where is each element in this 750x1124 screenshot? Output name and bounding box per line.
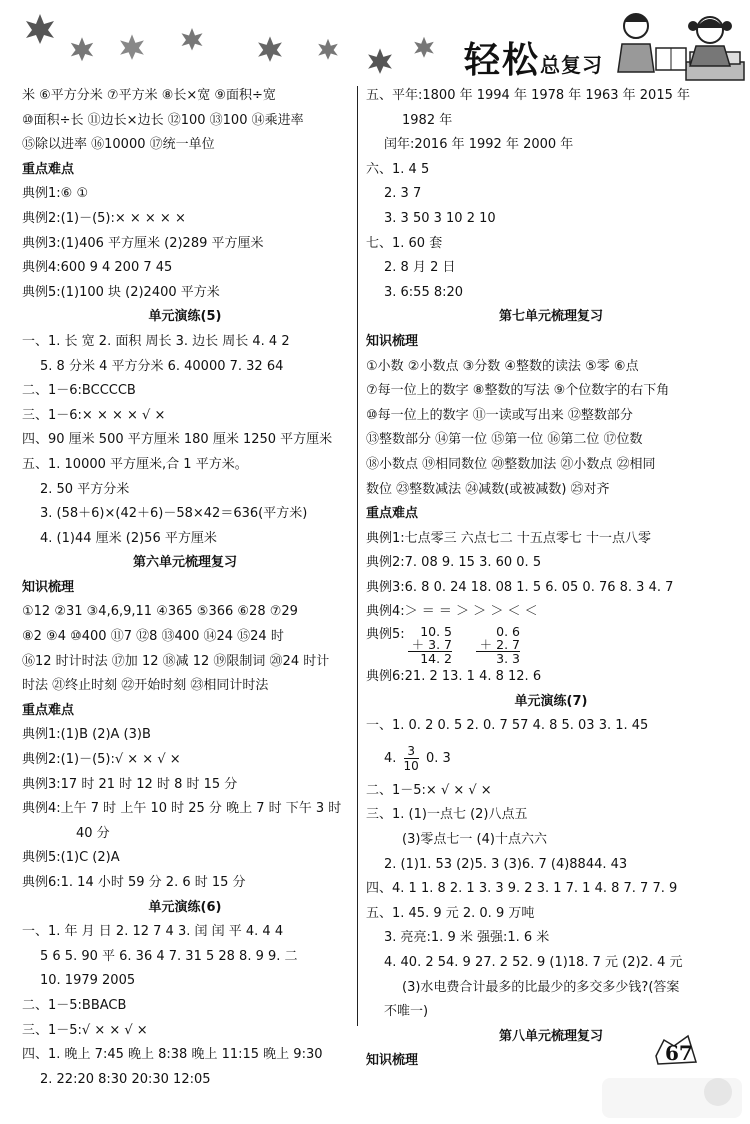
answer-line: 典例2:(1)－(5):× × × × × (22, 210, 186, 226)
answer-line: (3)零点七一 (4)十点六六 (402, 832, 547, 848)
answer-line: ⑬整数部分 ⑭第一位 ⑮第一位 ⑯第二位 ⑰位数 (366, 432, 643, 448)
answer-line: 数位 ㉓整数减法 ㉔减数(或被减数) ㉕对齐 (366, 481, 610, 497)
maple-leaf-icon (318, 39, 338, 60)
answer-line: 一、1. 年 月 日 2. 12 7 4 3. 闰 闰 平 4. 4 4 (22, 924, 284, 940)
answer-line: 5 6 5. 90 平 6. 36 4 7. 31 5 28 8. 9 9. 二 (40, 948, 298, 964)
answer-line: 典例2:7. 08 9. 15 3. 60 0. 5 (366, 555, 542, 571)
section-heading: 知识梳理 (366, 1053, 419, 1069)
addend: 10. 5 (420, 624, 452, 640)
example-5-label: 典例5: (366, 627, 405, 643)
brand-title (464, 32, 603, 82)
page-header (0, 0, 750, 86)
answer-line: 40 分 (76, 825, 110, 841)
column-divider (357, 86, 358, 1026)
addend: 0. 6 (496, 624, 520, 640)
answer-line: 时法 ㉑终止时刻 ㉒开始时刻 ㉓相同计时法 (22, 678, 269, 694)
right-block-2 (366, 665, 736, 739)
section-heading: 知识梳理 (22, 579, 75, 595)
answer-line: 10. 1979 2005 (40, 973, 136, 989)
answer-line: 五、1. 45. 9 元 2. 0. 9 万吨 (366, 905, 535, 921)
answer-line: ①小数 ②小数点 ③分数 ④整数的读法 ⑤零 ⑥点 (366, 358, 639, 374)
vertical-sum-a (408, 625, 452, 665)
section-heading: 知识梳理 (366, 333, 419, 349)
answer-line: 四、90 厘米 500 平方厘米 180 厘米 1250 平方厘米 (22, 432, 333, 448)
answer-line: ⑦每一位上的数字 ⑧整数的写法 ⑨个位数字的右下角 (366, 383, 670, 399)
answer-line: 典例1:⑥ ① (22, 186, 89, 202)
answer-line: 3. 6:55 8:20 (384, 284, 464, 300)
answer-line: 3. 3 50 3 10 2 10 (384, 210, 496, 226)
answer-line: 典例3:6. 8 0. 24 18. 08 1. 5 6. 05 0. 76 8. 3 4. 7 (366, 579, 674, 595)
brand-title-sub: 总复习 (540, 53, 604, 77)
addend: ＋ 3. 7 (411, 637, 452, 653)
addend: ＋ 2. 7 (479, 637, 520, 653)
fraction-line-value: 0. 3 (425, 750, 451, 766)
answer-line: 二、1－5:BBACB (22, 997, 127, 1013)
maple-leaf-icon (368, 48, 392, 74)
answer-line: 四、1. 晚上 7:45 晚上 8:38 晚上 11:15 晚上 9:30 (22, 1047, 323, 1063)
right-column (366, 84, 736, 1074)
answer-line: 2. 8 月 2 日 (384, 260, 456, 276)
sum: 14. 2 (408, 651, 452, 665)
answer-line: 三、1－5:√ × × √ × (22, 1022, 148, 1038)
answer-line: 2. 50 平方分米 (40, 481, 130, 497)
brand-title-main: 轻松 (464, 39, 541, 81)
answer-line: 2. 3 7 (384, 186, 422, 202)
unit-title: 单元演练(5) (148, 309, 222, 325)
cartoon-kids-reading-icon (606, 8, 748, 84)
answer-line: ⑩面积÷长 ⑪边长×边长 ⑫100 ⑬100 ⑭乘进率 (22, 112, 304, 128)
answer-line: 典例5:(1)100 块 (2)2400 平方米 (22, 284, 220, 300)
maple-leaf-icon (182, 28, 203, 51)
watermark-icon (596, 1072, 750, 1124)
answer-line: 2. 22:20 8:30 20:30 12:05 (40, 1071, 211, 1087)
answer-line: ⑱小数点 ⑲相同数位 ⑳整数加法 ㉑小数点 ㉒相同 (366, 456, 656, 472)
answer-line: ⑮除以进率 ⑯10000 ⑰统一单位 (22, 137, 215, 153)
answer-line: 4. 40. 2 54. 9 27. 2 52. 9 (1)18. 7 元 (2)2. 4 元 (384, 955, 683, 970)
vertical-sum-b (476, 625, 520, 665)
answer-line: 二、1－6:BCCCCB (22, 383, 136, 399)
unit-title: 单元演练(7) (514, 693, 588, 709)
answer-line: 五、平年:1800 年 1994 年 1978 年 1963 年 2015 年 (366, 88, 690, 103)
maple-leaf-icon (71, 37, 93, 61)
maple-leaf-icon (258, 36, 282, 62)
page-number-badge (652, 1032, 700, 1068)
answer-line: 三、1－6:× × × × √ × (22, 407, 166, 423)
unit-title: 第六单元梳理复习 (132, 555, 237, 571)
maple-leaf-icon (120, 34, 144, 60)
answer-line: 典例6:21. 2 13. 1 4. 8 12. 6 (366, 669, 542, 685)
right-block-1 (366, 84, 736, 625)
answer-line: 六、1. 4 5 (366, 161, 430, 177)
page-number: 67 (665, 1041, 693, 1065)
answer-line: 3. (58＋6)×(42＋6)－58×42＝636(平方米) (40, 506, 308, 522)
answer-line: 4. (1)44 厘米 (2)56 平方厘米 (40, 530, 217, 546)
answer-line: 二、1－5:× √ × √ × (366, 782, 492, 798)
answer-line: 七、1. 60 套 (366, 235, 443, 251)
answer-line: 三、1. (1)一点七 (2)八点五 (366, 807, 528, 823)
fraction-line (366, 739, 736, 779)
unit-title: 第八单元梳理复习 (498, 1028, 603, 1044)
answer-line: 3. 亮亮:1. 9 米 强强:1. 6 米 (384, 930, 550, 946)
answer-line: 典例5:(1)C (2)A (22, 850, 120, 866)
answer-line: 典例6:1. 14 小时 59 分 2. 6 时 15 分 (22, 875, 246, 890)
section-heading: 重点难点 (22, 161, 75, 177)
answer-line: 一、1. 0. 2 0. 5 2. 0. 7 57 4. 8 5. 03 3. 1. 45 (366, 718, 649, 734)
answer-line: 典例1:七点零三 六点七二 十五点零七 十一点八零 (366, 530, 652, 546)
right-block-3 (366, 779, 736, 1074)
answer-line: (3)水电费合计最多的比最少的多交多少钱?(答案 (402, 979, 680, 995)
answer-line: ①12 ②31 ③4,6,9,11 ④365 ⑤366 ⑥28 ⑦29 (22, 604, 298, 620)
fraction-numerator: 3 (404, 744, 419, 759)
answer-line: 典例1:(1)B (2)A (3)B (22, 727, 151, 743)
answer-line: 典例4:600 9 4 200 7 45 (22, 260, 173, 276)
maple-leaf-icon (414, 37, 434, 58)
answer-line: 闰年:2016 年 1992 年 2000 年 (384, 137, 574, 153)
answer-line: 1982 年 (402, 112, 453, 128)
unit-title: 单元演练(6) (148, 899, 222, 915)
answer-line: ⑧2 ⑨4 ⑩400 ⑪7 ⑫8 ⑬400 ⑭24 ⑮24 时 (22, 629, 284, 645)
unit-title: 第七单元梳理复习 (498, 309, 603, 325)
section-heading: 重点难点 (366, 506, 419, 522)
fraction (404, 744, 419, 773)
answer-line: 米 ⑥平方分米 ⑦平方米 ⑧长×宽 ⑨面积÷宽 (22, 88, 276, 103)
section-heading: 重点难点 (22, 702, 75, 718)
fraction-line-number: 4. (384, 750, 397, 766)
answer-line: 典例4:上午 7 时 上午 10 时 25 分 晚上 7 时 下午 3 时 (22, 801, 342, 817)
answer-line: 一、1. 长 宽 2. 面积 周长 3. 边长 周长 4. 4 2 (22, 333, 290, 349)
answer-line: 五、1. 10000 平方厘米,合 1 平方米。 (22, 456, 248, 472)
answer-line: 不唯一) (384, 1004, 429, 1020)
sum: 3. 3 (476, 651, 520, 665)
answer-line: 典例3:(1)406 平方厘米 (2)289 平方厘米 (22, 235, 264, 251)
answer-line: 典例3:17 时 21 时 12 时 8 时 15 分 (22, 776, 238, 792)
answer-line: 四、4. 1 1. 8 2. 1 3. 3 9. 2 3. 1 7. 1 4. 8 7. 7 7. 9 (366, 881, 678, 897)
answer-line: ⑩每一位上的数字 ⑪一读或写出来 ⑫整数部分 (366, 407, 633, 423)
maple-leaf-icon (26, 14, 54, 44)
answer-line: 典例2:(1)－(5):√ × × √ × (22, 752, 181, 768)
answer-line: 5. 8 分米 4 平方分米 6. 40000 7. 32 64 (40, 358, 284, 374)
answer-line: 典例4:＞ ＝ ＝ ＞ ＞ ＞ ＜ ＜ (366, 604, 538, 620)
answer-line: 2. (1)1. 53 (2)5. 3 (3)6. 7 (4)8844. 43 (384, 856, 628, 872)
answer-line: ⑯12 时计时法 ⑰加 12 ⑱减 12 ⑲限制词 ⑳24 时计 (22, 653, 330, 669)
fraction-denominator: 10 (403, 758, 419, 773)
vertical-addition-example (366, 623, 736, 665)
left-column (22, 84, 348, 1092)
